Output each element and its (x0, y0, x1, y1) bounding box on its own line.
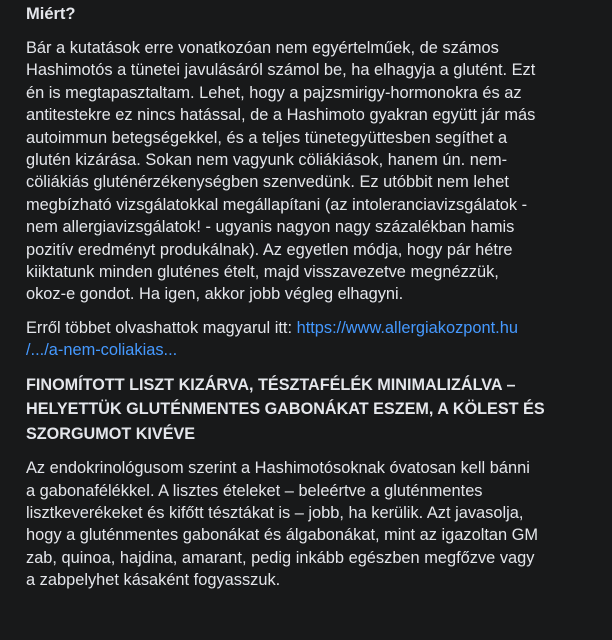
text-line: a gabonafélékkel. A lisztes ételeket – beleértve a gluténmentes (26, 481, 483, 500)
text-line: pozitív eredményt produkálnak). Az egyetlen módja, hogy pár hétre (26, 240, 513, 259)
source-link-row (26, 317, 588, 362)
spacer (26, 446, 588, 457)
text-line: Bár a kutatások erre vonatkozóan nem egyértelműek, de számos (26, 39, 499, 57)
text-line: a zabpelyhet kásaként fogyasszuk. (26, 571, 281, 590)
text-line: én is megtapasztaltam. Lehet, hogy a pajzsmirigy-hormonokra és az (26, 83, 522, 102)
text-line: Hashimotós a tünetei javulásáról számol be, ha elhagyja a glutént. Ezt (26, 61, 536, 80)
text-line: nem allergiavizsgálatok! - ugyanis nagyon nagy százalékban hamis (26, 218, 515, 237)
spacer (26, 362, 588, 373)
heading-line: SZORGUMOT KIVÉVE (26, 424, 196, 443)
heading-line: FINOMÍTOTT LISZT KIZÁRVA, TÉSZTAFÉLÉK MINIMALIZÁLVA – (26, 375, 516, 394)
spacer (26, 306, 588, 317)
text-line: hogy a gluténmentes gabonákat és álgabonákat, mint az igazoltan GM (26, 526, 539, 545)
text-line: kiiktatunk minden gluténes ételt, majd visszavezetve megnézzük, (26, 263, 499, 282)
text-line: lisztkeverékeket és kifőtt tésztákat is – jobb, ha kerülik. Azt javasolja, (26, 504, 524, 522)
endocrinologist-paragraph (26, 457, 588, 591)
text-line: okoz-e gondot. Ha igen, akkor jobb végleg elhagyni. (26, 285, 404, 304)
link-line (26, 339, 588, 361)
section-heading (26, 373, 588, 447)
spacer (26, 25, 588, 37)
text-line: zab, quinoa, hajdina, amarant, pedig inkább egészben megfőzve vagy (26, 548, 535, 567)
source-link-continued[interactable]: /.../a-nem-coliakias... (26, 341, 178, 360)
link-prefix: Erről többet olvashattok magyarul itt: (26, 318, 297, 337)
link-line (26, 317, 588, 339)
section-title: Miért? (26, 5, 76, 23)
source-link[interactable]: https://www.allergiakozpont.hu (296, 318, 518, 337)
text-line: megbízható vizsgálatokkal megállapítani (az intoleranciavizsgálatok - (26, 195, 528, 214)
text-line: glutén kizárása. Sokan nem vagyunk cöliákiások, hanem ún. nem- (26, 151, 508, 170)
text-line: antitestekre ez nincs hatással, de a Hashimoto gyakran együtt jár más (26, 106, 536, 125)
intro-paragraph (26, 37, 588, 306)
heading-line: HELYETTÜK GLUTÉNMENTES GABONÁKAT ESZEM, A KÖLEST ÉS (26, 400, 545, 419)
text-line: autoimmun betegségekkel, és a teljes tünetegyüttesben segíthet a (26, 128, 508, 147)
text-line: cöliákiás gluténérzékenységben szenvedünk. Ez utóbbit nem lehet (26, 173, 509, 192)
text-line: Az endokrinológusom szerint a Hashimotósoknak óvatosan kell bánni (26, 459, 530, 478)
